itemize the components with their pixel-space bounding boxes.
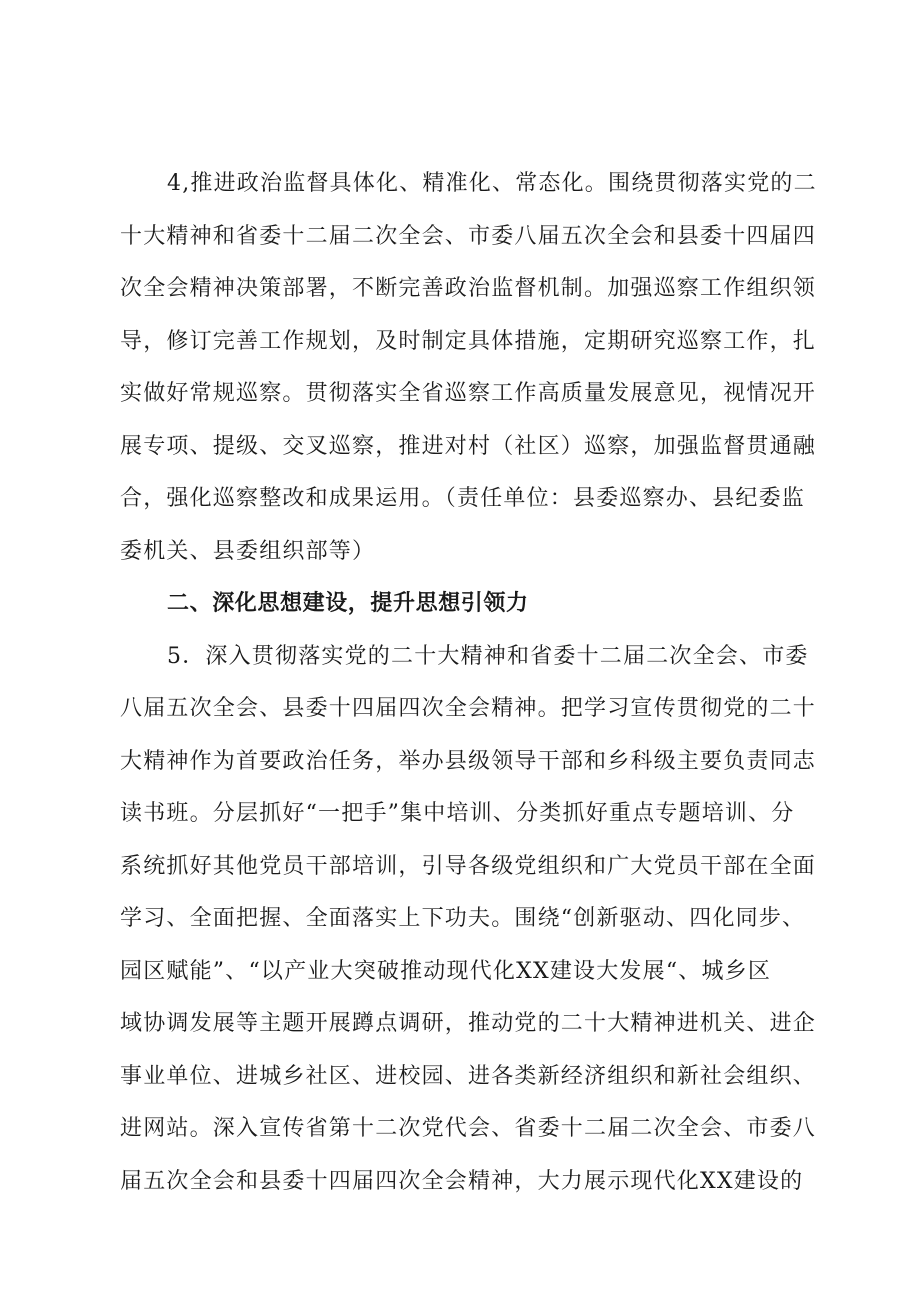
- paragraph-line: 系统抓好其他党员干部培训，引导各级党组织和广大党员干部在全面: [120, 853, 817, 879]
- paragraph-line: 进网站。深入宣传省第十二次党代会、省委十二届二次全会、市委八: [120, 1116, 817, 1141]
- document-body: [120, 158, 820, 1208]
- paragraph-line: 5．深入贯彻落实党的二十大精神和省委十二届二次全会、市委: [167, 643, 809, 669]
- paragraph-line: 委机关、县委组织部等）: [120, 538, 376, 564]
- paragraph-line: 实做好常规巡察。贯彻落实全省巡察工作高质量发展意见，视情况开: [120, 381, 817, 406]
- paragraph-section-5: [120, 631, 820, 1209]
- paragraph-line: 展专项、提级、交叉巡察，推进对村（社区）巡察，加强监督贯通融: [120, 433, 817, 459]
- paragraph-line: 事业单位、进城乡社区、进校园、进各类新经济组织和新社会组织、: [120, 1063, 817, 1089]
- paragraph-line: 4,推进政治监督具体化、精准化、常态化。围绕贯彻落实党的二: [167, 171, 817, 196]
- paragraph-line: 大精神作为首要政治任务，举办县级领导干部和乡科级主要负责同志: [120, 748, 817, 774]
- paragraph-line: 导，修订完善工作规划，及时制定具体措施，定期研究巡察工作，扎: [120, 328, 817, 354]
- paragraph-section-4: [120, 158, 820, 578]
- section-heading: 二、深化思想建设，提升思想引领力: [167, 591, 529, 616]
- paragraph-line: 次全会精神决策部署，不断完善政治监督机制。加强巡察工作组织领: [120, 276, 817, 301]
- paragraph-line: 园区赋能”、“以产业大突破推动现代化XX建设大发展“、城乡区: [120, 958, 772, 984]
- paragraph-line: 学习、全面把握、全面落实上下功夫。围绕“创新驱动、四化同步、: [120, 906, 806, 931]
- paragraph-line: 届五次全会和县委十四届四次全会精神，大力展示现代化XX建设的: [120, 1168, 804, 1194]
- paragraph-line: 十大精神和省委十二届二次全会、市委八届五次全会和县委十四届四: [120, 223, 817, 249]
- paragraph-line: 域协调发展等主题开展蹲点调研，推动党的二十大精神进机关、进企: [120, 1011, 817, 1036]
- paragraph-line: 合，强化巡察整改和成果运用。（责任单位：县委巡察办、县纪委监: [120, 486, 806, 511]
- paragraph-line: 八届五次全会、县委十四届四次全会精神。把学习宣传贯彻党的二十: [120, 696, 817, 721]
- paragraph-line: 读书班。分层抓好“一把手”集中培训、分类抓好重点专题培训、分: [120, 801, 795, 826]
